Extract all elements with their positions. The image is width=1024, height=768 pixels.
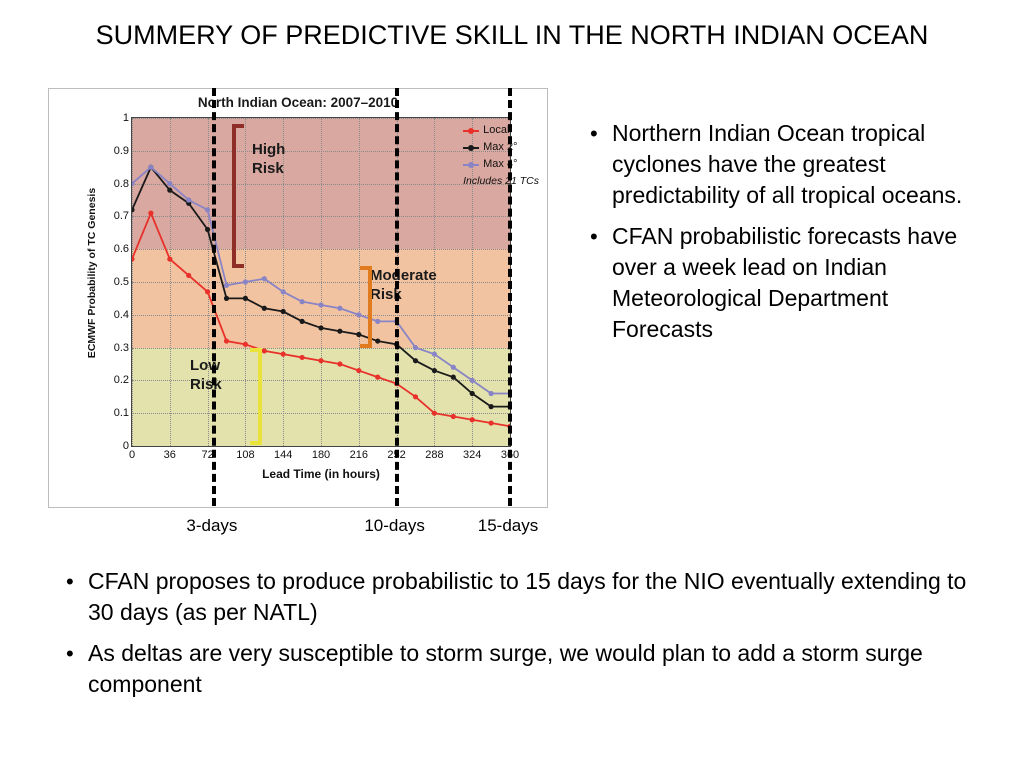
series-marker — [186, 197, 191, 202]
series-marker — [262, 348, 267, 353]
series-marker — [167, 188, 172, 193]
series-marker — [205, 207, 210, 212]
series-marker — [337, 361, 342, 366]
plot-area — [131, 117, 511, 447]
day-marker-line — [212, 88, 216, 506]
x-tick-label: 180 — [311, 449, 331, 461]
series-marker — [205, 289, 210, 294]
y-tick-label: 1 — [122, 112, 129, 124]
y-tick-label: 0.8 — [113, 177, 129, 190]
y-tick-label: 0.3 — [113, 341, 129, 354]
series-marker — [375, 319, 380, 324]
y-tick-label: 0.5 — [113, 276, 129, 288]
x-tick-label: 288 — [425, 449, 444, 461]
x-tick-label: 36 — [163, 449, 176, 461]
label-low-risk-line1: Low — [190, 357, 220, 374]
x-tick-label: 216 — [349, 449, 368, 461]
series-marker — [375, 338, 380, 343]
y-tick-label: 0.1 — [113, 407, 129, 420]
series-lines — [132, 118, 510, 446]
series-marker — [432, 352, 437, 357]
series-line — [132, 213, 510, 426]
legend-label: Max 4° — [483, 158, 518, 170]
series-marker — [356, 312, 361, 317]
series-marker — [300, 319, 305, 324]
x-axis-title: Lead Time (in hours) — [262, 467, 380, 481]
series-marker — [470, 391, 475, 396]
y-tick-label: 0.4 — [113, 308, 129, 321]
label-high-risk-line2: Risk — [252, 160, 284, 177]
gridline-horizontal — [132, 446, 510, 447]
series-marker — [451, 365, 456, 370]
series-marker — [318, 302, 323, 307]
y-tick-label: 0 — [122, 440, 129, 452]
series-marker — [300, 355, 305, 360]
chart-legend — [463, 123, 539, 189]
label-low-risk-line2: Risk — [190, 376, 222, 393]
page-title: SUMMERY OF PREDICTIVE SKILL IN THE NORTH INDIAN OCEAN — [95, 20, 929, 50]
series-marker — [432, 411, 437, 416]
x-tick-label: 144 — [274, 449, 293, 461]
series-marker — [375, 375, 380, 380]
label-moderate-risk-line2: Risk — [370, 286, 402, 303]
series-marker — [489, 404, 494, 409]
legend-swatch-icon — [463, 164, 479, 166]
series-marker — [451, 375, 456, 380]
legend-item — [463, 123, 539, 138]
legend-label: Local — [483, 124, 510, 136]
chart-panel — [48, 88, 548, 508]
bottom-bullet-list — [62, 566, 972, 710]
series-marker — [318, 358, 323, 363]
series-marker — [451, 414, 456, 419]
series-marker — [262, 306, 267, 311]
legend-label: Max 2° — [483, 141, 518, 153]
series-marker — [205, 227, 210, 232]
series-marker — [337, 306, 342, 311]
series-marker — [281, 309, 286, 314]
label-moderate-risk — [370, 266, 437, 304]
series-marker — [489, 420, 494, 425]
legend-annotation: Includes 21 TCs — [463, 175, 539, 187]
list-item: • As deltas are very susceptible to storm surge, we would plan to add a storm surge component — [62, 638, 972, 700]
series-marker — [167, 181, 172, 186]
x-tick-label: 108 — [236, 449, 255, 461]
legend-item — [463, 140, 539, 155]
series-marker — [281, 352, 286, 357]
list-item: • Northern Indian Ocean tropical cyclones have the greatest predictability of all tropical oceans. — [586, 118, 986, 211]
series-marker — [224, 283, 229, 288]
x-tick-label: 360 — [500, 449, 520, 461]
series-marker — [413, 345, 418, 350]
x-tick-label: 72 — [201, 449, 214, 461]
series-marker — [167, 256, 172, 261]
label-high-risk — [252, 140, 285, 178]
day-marker-line — [508, 88, 512, 506]
y-tick-label: 0.7 — [113, 210, 129, 223]
series-marker — [243, 279, 248, 284]
series-marker — [489, 391, 494, 396]
x-axis-ticks — [128, 449, 520, 467]
right-bullet-list — [586, 118, 986, 355]
legend-swatch-icon — [463, 147, 479, 149]
series-marker — [224, 338, 229, 343]
series-marker — [356, 332, 361, 337]
label-moderate-risk-line1: Moderate — [370, 267, 437, 284]
list-item: • CFAN probabilistic forecasts have over a week lead on Indian Meteorological Department Forecasts — [586, 221, 986, 345]
day-marker-label: 10-days — [364, 516, 425, 535]
series-marker — [224, 296, 229, 301]
y-tick-label: 0.6 — [113, 243, 129, 256]
series-marker — [413, 358, 418, 363]
series-marker — [262, 276, 267, 281]
series-marker — [132, 207, 135, 212]
label-high-risk-line1: High — [252, 141, 286, 158]
y-tick-label: 0.9 — [113, 144, 129, 157]
legend-item — [463, 157, 539, 172]
x-tick-label: 0 — [128, 449, 136, 461]
series-marker — [186, 273, 191, 278]
list-item: • CFAN proposes to produce probabilistic to 15 days for the NIO eventually extending to 30 days (as per NATL) — [62, 566, 972, 628]
series-marker — [300, 299, 305, 304]
series-marker — [432, 368, 437, 373]
y-axis-title-holder — [59, 117, 98, 447]
series-marker — [356, 368, 361, 373]
series-marker — [470, 378, 475, 383]
series-marker — [337, 329, 342, 334]
series-marker — [243, 342, 248, 347]
label-low-risk — [190, 356, 222, 394]
x-tick-label: 324 — [463, 449, 482, 461]
y-tick-label: 0.2 — [113, 374, 129, 387]
day-marker-label: 3-days — [186, 516, 238, 535]
series-marker — [243, 296, 248, 301]
day-marker-line — [395, 88, 399, 506]
series-marker — [132, 256, 135, 261]
x-tick-label: 252 — [387, 449, 406, 461]
series-marker — [148, 165, 153, 170]
series-marker — [281, 289, 286, 294]
chart-title: North Indian Ocean: 2007–2010 — [197, 95, 399, 110]
series-marker — [318, 325, 323, 330]
series-marker — [470, 417, 475, 422]
series-marker — [413, 394, 418, 399]
y-axis-title: ECMWF Probability of TC Genesis — [86, 187, 98, 359]
day-marker-label: 15-days — [477, 516, 539, 535]
legend-swatch-icon — [463, 130, 479, 132]
series-marker — [148, 211, 153, 216]
y-axis-ticks — [89, 112, 129, 452]
